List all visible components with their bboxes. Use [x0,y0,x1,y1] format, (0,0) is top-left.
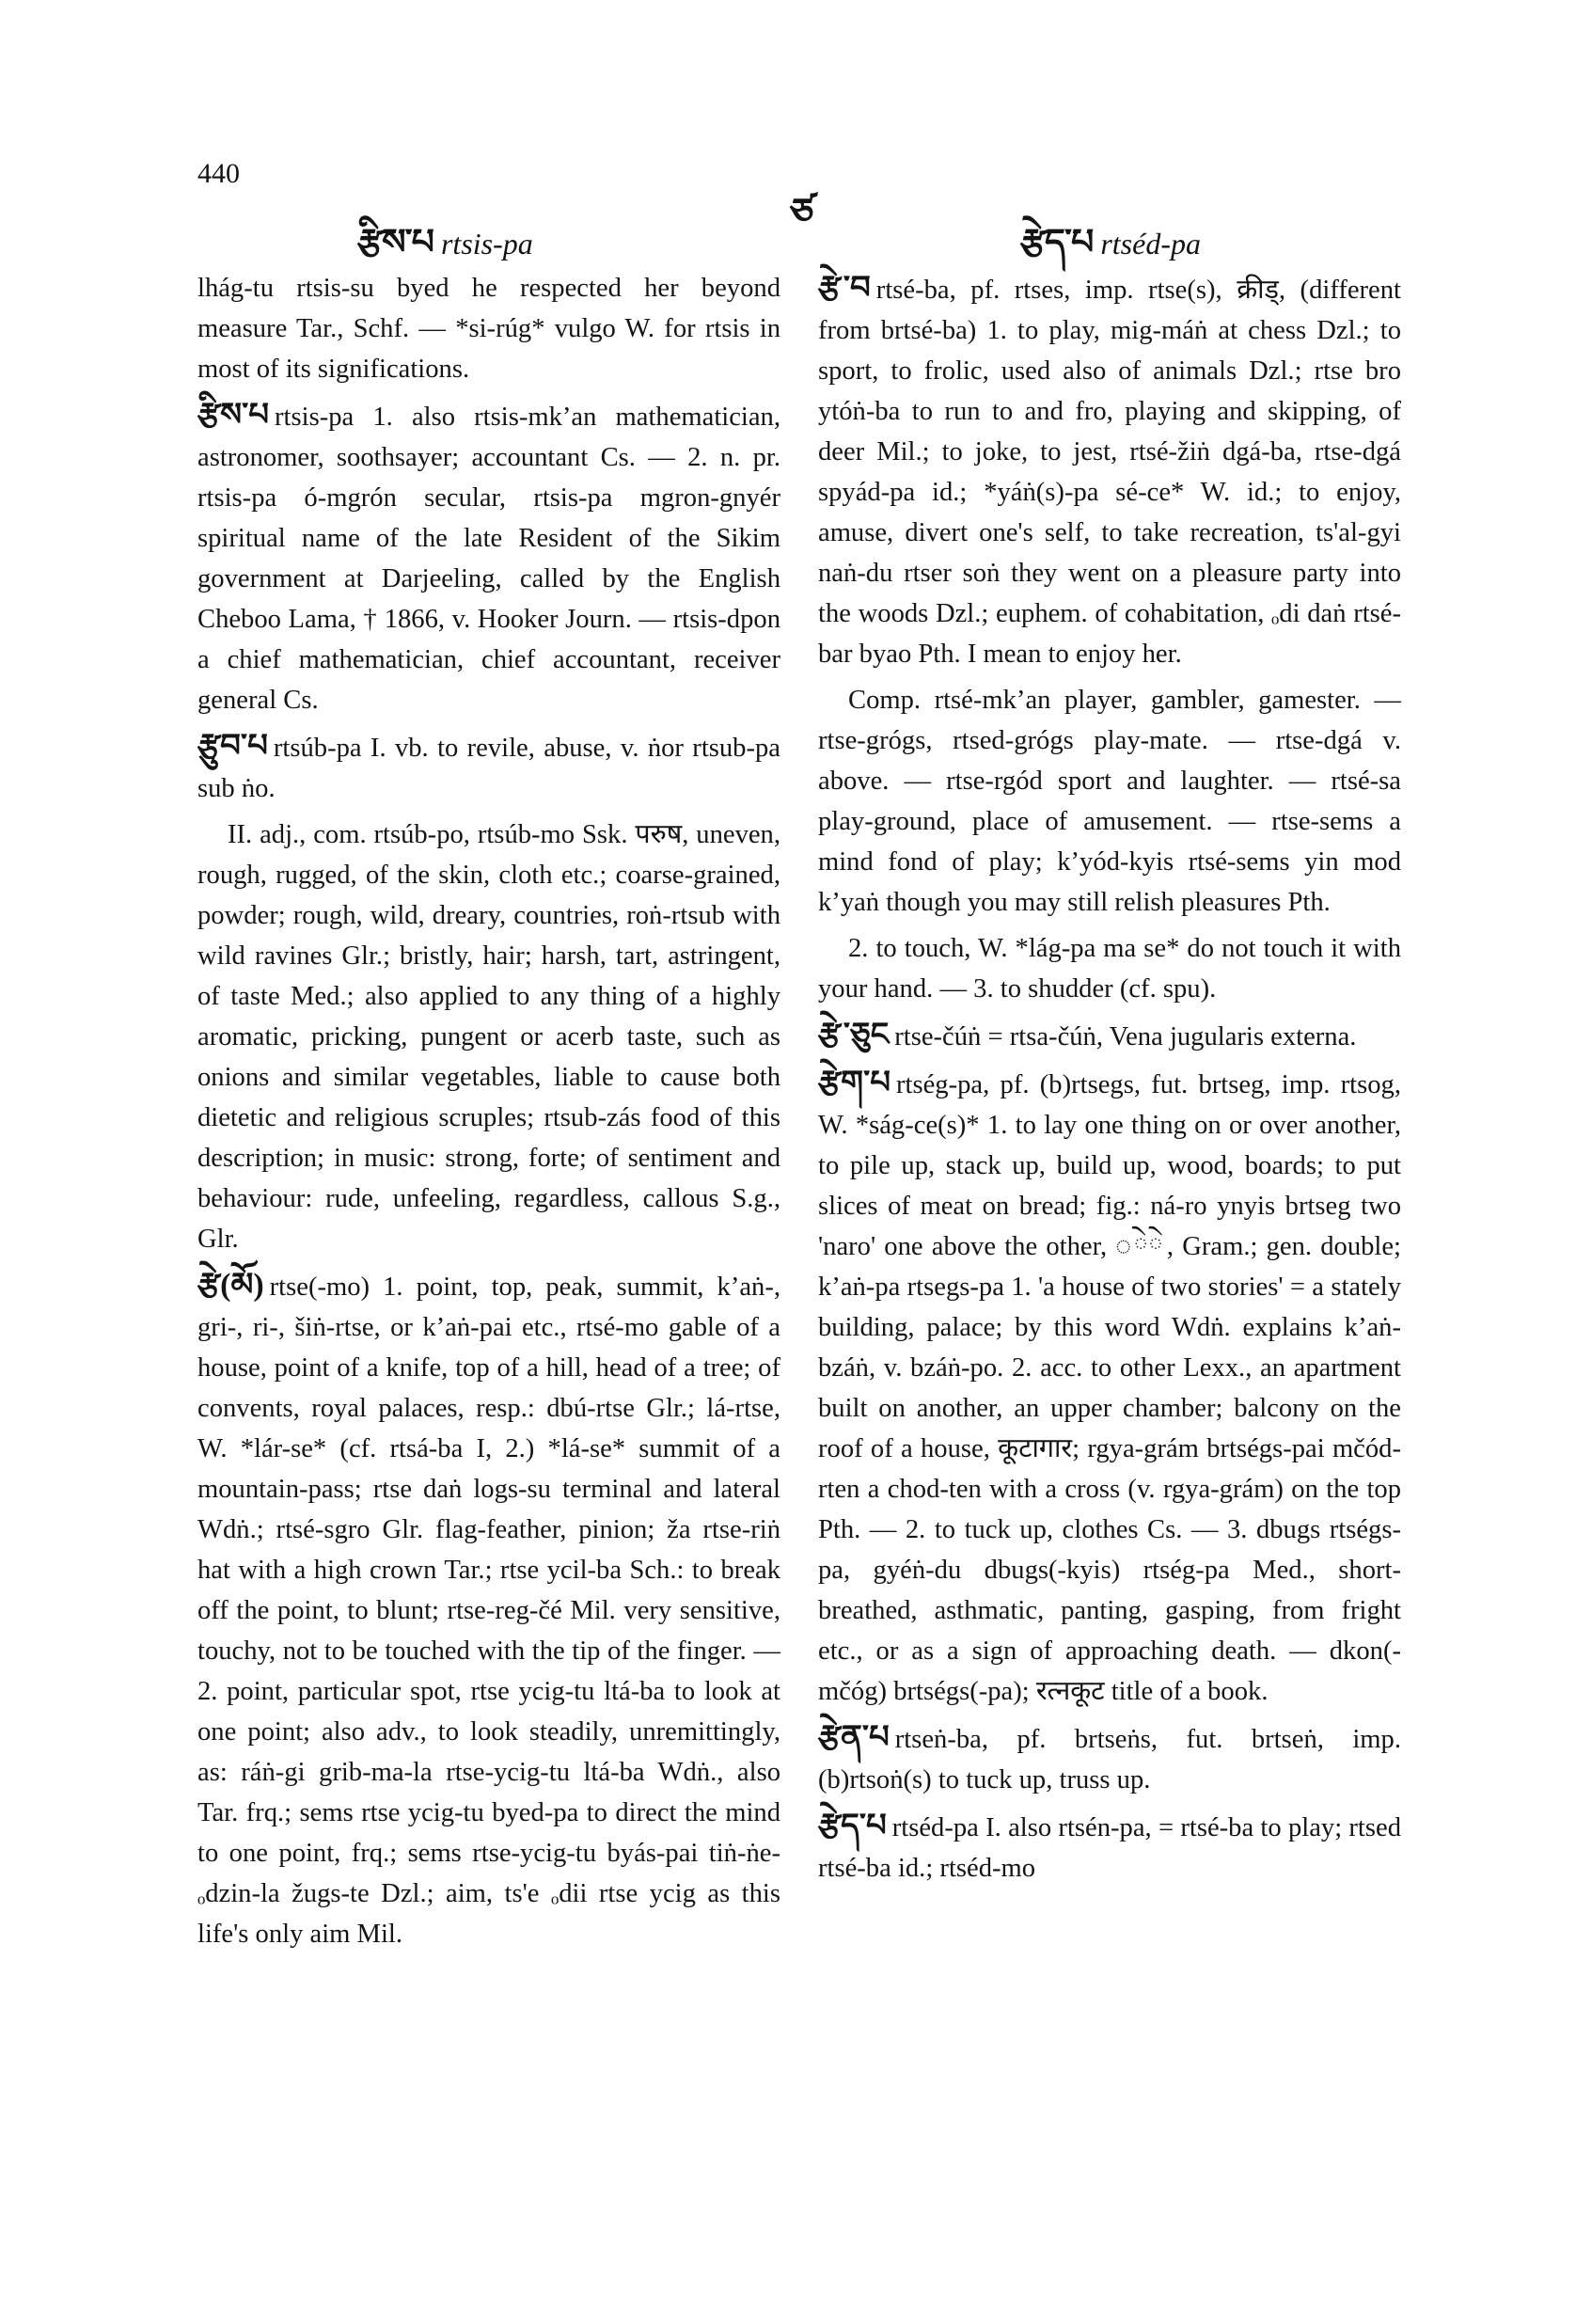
headword-tibetan: རྩེག་པ [818,1066,891,1100]
headword-tibetan: རྩེད་པ [818,1809,887,1843]
left-column [197,268,780,1960]
page-number: 440 [197,158,240,189]
dictionary-entry [818,1806,1401,1889]
entry-text: rtsé-ba, pf. rtses, imp. rtse(s), क्रीड्, (different from brtsé-ba) 1. to play, mig-máṅ at chess Dzl.; to sport, to frolic, used also of animals Dzl.; rtse bro ytóṅ-ba to run to and fro, playing and skipping, of deer Mil.; to joke, to jest, rtsé-žiṅ dgá-ba, rtse-dgá spyád-pa id.; *yáṅ(s)-pa sé-ce* W. id.; to enjoy, amuse, divert one's self, to take recreation, ts'al-gyi naṅ-du rtser soṅ they went on a pleasure party into the woods Dzl.; euphem. of cohabitation, ₒdi daṅ rtsé-bar byao Pth. I mean to enjoy her. [818,276,1401,669]
section-letter: ཙ [790,191,814,233]
headword-tibetan: རྩེ་བ [818,271,871,306]
dictionary-entry [818,1015,1401,1057]
entry-paragraph [197,814,780,1259]
running-head-left-tibetan: རྩིས་པ [357,223,433,262]
headword-tibetan: རྩེ་ཅུང [818,1018,890,1052]
entry-text: II. adj., com. rtsúb-po, rtsúb-mo Ssk. परुष, uneven, rough, rugged, of the skin, cloth etc.; coarse-grained, powder; rough, wild, dreary, countries, roṅ-rtsub with wild ravines Glr.; bristly, hair; harsh, tart, astringent, of taste Med.; also applied to any thing of a highly aromatic, pricking, pungent or acerb taste, such as onions and similar vegetables, liable to cause both dietetic and religious scruples; rtsub-zás food of this description; in music: strong, forte; of sentiment and behaviour: rude, unfeeling, regardless, callous S.g., Glr. [197,820,780,1254]
dictionary-entry [197,726,780,809]
dictionary-entry [818,1717,1401,1800]
entry-text: rtseṅ-ba, pf. brtseṅs, fut. brtseṅ, imp. (b)rtsoṅ(s) to tuck up, truss up. [818,1725,1401,1794]
dictionary-entry [197,395,780,720]
right-column [818,268,1401,1894]
running-head-left-translit: rtsis-pa [440,227,533,261]
headword-tibetan: རྩེན་པ [818,1720,890,1755]
dictionary-entry [818,1063,1401,1712]
entry-text: rtsúb-pa I. vb. to revile, abuse, v. ṅor rtsub-pa sub ṅo. [197,734,780,803]
entry-paragraph [818,928,1401,1009]
running-head-right-translit: rtséd-pa [1100,227,1201,261]
entry-text: rtség-pa, pf. (b)rtsegs, fut. brtseg, imp. rtsog, W. *ság-ce(s)* 1. to lay one thing on or over another, to pile up, stack up, build up, wood, boards; to put slices of meat on bread; fig.: ná-ro ynyis brtseg two 'naro' one above the other, ◌ེ◌ེ, Gram.; gen. double; kʼaṅ-pa rtsegs-pa 1. 'a house of two stories' = a stately building, palace; by this word Wdṅ. explains kʼaṅ-bzáṅ, v. bzáṅ-po. 2. acc. to other Lexx., an apartment built on another, an upper chamber; balcony on the roof of a house, कूटागार; rgya-grám brtségs-pai mčód-rten a chod-ten with a cross (v. rgya-grám) on the top Pth. — 2. to tuck up, clothes Cs. — 3. dbugs rtségs-pa, gyéṅ-du dbugs(-kyis) rtség-pa Med., short-breathed, asthmatic, panting, gasping, from fright etc., or as a sign of approaching death. — dkon(-mčóg) brtségs(-pa); रत्नकूट title of a book. [818,1070,1401,1706]
entry-paragraph [197,268,780,389]
headword-tibetan: རྩུབ་པ [197,729,268,764]
dictionary-entry [818,268,1401,674]
headword-tibetan: རྩེ(མོ) [197,1268,264,1303]
entry-paragraph [818,680,1401,923]
entry-text: lhág-tu rtsis-su byed he respected her beyond measure Tar., Schf. — *si-rúg* vulgo W. for rtsis in most of its significations. [197,274,780,384]
entry-text: Comp. rtsé-mkʼan player, gambler, gamester. — rtse-grógs, rtsed-grógs play-mate. — rtse-dgá v. above. — rtse-rgód sport and laughter. — rtsé-sa play-ground, place of amusement. — rtse-sems a mind fond of play; kʼyód-kyis rtsé-sems yin mod kʼyaṅ though you may still relish pleasures Pth. [818,686,1401,917]
running-head-right-tibetan: རྩེད་པ [1020,223,1094,262]
headword-tibetan: རྩིས་པ [197,398,270,433]
dictionary-entry [197,1265,780,1954]
entry-text: 2. to touch, W. *lág-pa ma se* do not touch it with your hand. — 3. to shudder (cf. spu). [818,934,1401,1004]
entry-text: rtsis-pa 1. also rtsis-mkʼan mathematician, astronomer, soothsayer; accountant Cs. — 2. n. pr. rtsis-pa ó-mgrón secular, rtsis-pa mgron-gnyér spiritual name of the late Resident of the Sikim government at Darjeeling, called by the English Cheboo Lama, † 1866, v. Hooker Journ. — rtsis-dpon a chief mathematician, chief accountant, receiver general Cs. [197,403,780,715]
entry-text: rtse-čúṅ = rtsa-čúṅ, Vena jugularis externa. [894,1022,1357,1051]
entry-text: rtséd-pa I. also rtsén-pa, = rtsé-ba to play; rtsed rtsé-ba id.; rtséd-mo [818,1813,1401,1883]
entry-text: rtse(-mo) 1. point, top, peak, summit, kʼaṅ-, gri-, ri-, šiṅ-rtse, or kʼaṅ-pai etc., rtsé-mo gable of a house, point of a knife, top of a hill, head of a tree; of convents, royal palaces, resp.: dbú-rtse Glr.; lá-rtse, W. *lár-se* (cf. rtsá-ba I, 2.) *lá-se* summit of a mountain-pass; rtse daṅ logs-su terminal and lateral Wdṅ.; rtsé-sgro Glr. flag-feather, pinion; ža rtse-riṅ hat with a high crown Tar.; rtse ycil-ba Sch.: to break off the point, to blunt; rtse-reg-čé Mil. very sensitive, touchy, not to be touched with the tip of the finger. — 2. point, particular spot, rtse ycig-tu ltá-ba to look at one point; also adv., to look steadily, unremittingly, as: ráṅ-gi grib-ma-la rtse-ycig-tu ltá-ba Wdṅ., also Tar. frq.; sems rtse ycig-tu byed-pa to direct the mind to one point, frq.; sems rtse-ycig-tu byás-pai tiṅ-ṅe-ₒdzin-la žugs-te Dzl.; aim, ts'e ₒdii rtse ycig as this life's only aim Mil. [197,1273,780,1949]
